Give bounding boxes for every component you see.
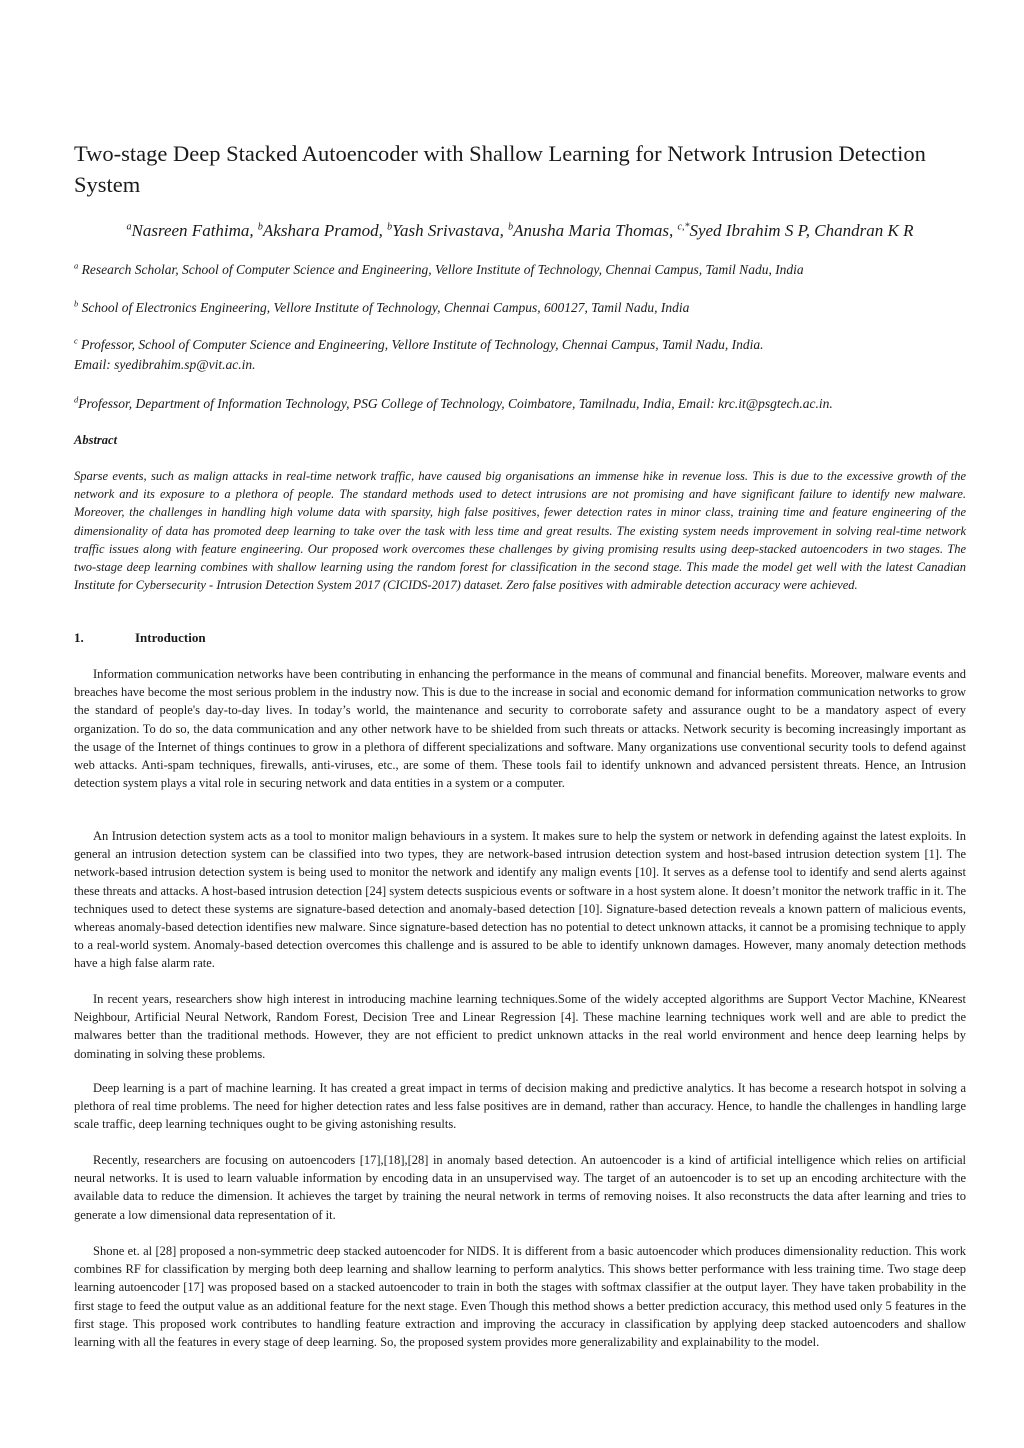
author-name: Nasreen Fathima, <box>131 221 258 240</box>
body-paragraph: Shone et. al [28] proposed a non-symmetric deep stacked autoencoder for NIDS. It is different from a basic autoencoder which produces dimensionality reduction. This work combines RF for classification by merging both deep learning and shallow learning to perform analytics. This shows better performance with less training time. Two stage deep learning autoencoder [17] was proposed based on a stacked autoencoder to train in both the stages with softmax classifier at the output layer. They have taken probability in the first stage to feed the output value as an additional feature for the next stage. Even Though this method shows a better prediction accuracy, this method used only 5 features in the first stage. This proposed work contributes to handling feature extraction and improving the accuracy in classification by applying deep stacked autoencoders and shallow learning with all the features in every stage of deep learning. So, the proposed system provides more generalizability and explainability to the model. <box>74 1244 966 1350</box>
body-paragraph: Recently, researchers are focusing on autoencoders [17],[18],[28] in anomaly based detection. An autoencoder is a kind of artificial intelligence which relies on artificial neural networks. It is used to learn valuable information by encoding data in an unsupervised way. The target of an autoencoder is to set up an encoding architecture with the available data to reduce the dimension. It achieves the target by training the neural network in terms of removing noises. It also reconstructs the data after learning and tries to generate a low dimensional data representation of it. <box>74 1153 966 1222</box>
author-name: Syed Ibrahim S P, Chandran K R <box>689 221 914 240</box>
affiliation-email: Email: syedibrahim.sp@vit.ac.in. <box>74 357 256 372</box>
author-sup: b <box>257 221 263 233</box>
author-name: Anusha Maria Thomas, <box>513 221 678 240</box>
body-paragraph: In recent years, researchers show high interest in introducing machine learning techniques.Some of the widely accepted algorithms are Support Vector Machine, KNearest Neighbour, Artificial Neural Network, Random Forest, Decision Tree and Linear Regression [4]. These machine learning techniques work well and are able to predict the malwares better than the traditional methods. However, they are not efficient to predict unknown attacks in the real world environment and hence deep learning helps by dominating in solving these problems. <box>74 992 966 1061</box>
affiliation-d <box>74 394 966 414</box>
body-paragraph: Deep learning is a part of machine learning. It has created a great impact in terms of decision making and predictive analytics. It has become a research hotspot in solving a plethora of real time problems. The need for higher detection rates and less false positives are in demand, rather than accuracy. Hence, to handle the challenges in handling large scale traffic, deep learning techniques ought to be giving astonishing results. <box>74 1081 966 1132</box>
body-paragraph: An Intrusion detection system acts as a tool to monitor malign behaviours in a system. It makes sure to help the system or network in defending against the latest exploits. In general an intrusion detection system can be classified into two types, they are network-based intrusion detection system and host-based intrusion detection system [1]. The network-based intrusion detection system is being used to monitor the network and identify any malign events [10]. It serves as a defense tool to identify and send alerts against these threats and attacks. A host-based intrusion detection [24] system detects suspicious events or software in a host system alone. It doesn’t monitor the network traffic in it. The techniques used to detect these systems are signature-based detection and anomaly-based detection [10]. Signature-based detection reveals a known pattern of malicious events, whereas anomaly-based detection identifies new malware. Since signature-based detection has no potential to detect unknown attacks, it cannot be a promising technique to apply to a real-world system. Anomaly-based detection overcomes this challenge and is assured to be able to identify unknown damages. However, many anomaly detection methods have a high false alarm rate. <box>74 829 966 971</box>
section-heading <box>74 629 206 647</box>
affiliation-text: Professor, Department of Information Technology, PSG College of Technology, Coimbatore, Tamilnadu, India, Email: krc.it@psgtech.ac.in. <box>78 396 833 411</box>
paper-title: Two-stage Deep Stacked Autoencoder with Shallow Learning for Network Intrusion Detection System <box>74 141 926 197</box>
author-name: Yash Srivastava, <box>392 221 509 240</box>
author-sup: b <box>508 221 514 233</box>
author-sup: b <box>387 221 393 233</box>
author-sup: a <box>126 221 132 233</box>
section-number: 1. <box>74 630 84 645</box>
abstract-heading: Abstract <box>74 433 118 447</box>
affiliation-sup: c <box>74 335 78 346</box>
author-list <box>74 218 966 244</box>
affiliation-a <box>74 260 966 280</box>
affiliation-sup: a <box>74 260 79 271</box>
affiliation-text: School of Electronics Engineering, Vellore Institute of Technology, Chennai Campus, 600127, Tamil Nadu, India <box>78 300 690 315</box>
affiliation-text: Research Scholar, School of Computer Science and Engineering, Vellore Institute of Technology, Chennai Campus, Tamil Nadu, India <box>78 262 804 277</box>
affiliation-text: Professor, School of Computer Science and Engineering, Vellore Institute of Technology, Chennai Campus, Tamil Nadu, India. <box>77 337 764 352</box>
affiliation-sup: b <box>74 298 79 309</box>
affiliation-c <box>74 335 966 375</box>
affiliation-sup: d <box>74 394 79 405</box>
author-sup: c,* <box>677 221 690 233</box>
abstract-text: Sparse events, such as malign attacks in real-time network traffic, have caused big organisations an immense hike in revenue loss. This is due to the excessive growth of the network and its exposure to a plethora of people. The standard methods used to detect intrusions are not promising and have significant failure to identify new malware. Moreover, the challenges in handling high volume data with sparsity, high false positives, fewer detection rates in minor class, training time and feature engineering of the dimensionality of data has promoted deep learning to take over the task with less time and great results. The existing system needs improvement in solving real-time network traffic issues along with feature engineering. Our proposed work overcomes these challenges by giving promising results using deep-stacked autoencoders in two stages. The two-stage deep learning combines with shallow learning using the random forest for classification in the second stage. This made the model get well with the latest Canadian Institute for Cybersecurity - Intrusion Detection System 2017 (CICIDS-2017) dataset. Zero false positives with admirable detection accuracy were achieved. <box>74 469 966 593</box>
author-name: Akshara Pramod, <box>262 221 388 240</box>
body-paragraph: Information communication networks have been contributing in enhancing the performance in the means of communal and financial benefits. Moreover, malware events and breaches have become the most serious problem in the industry now. This is due to the increase in social and economic demand for information communication networks to grow the standard of people's day-to-day lives. In today’s world, the maintenance and security to corroborate safety and assurance ought to be a mandatory aspect of every organization. To do so, the data communication and any other network have to be shielded from such threats or attacks. Network security is becoming increasingly important as the usage of the Internet of things continues to grow in a plethora of different specializations and software. Many organizations use conventional security tools to defend against web attacks. Anti-spam techniques, firewalls, anti-viruses, etc., are some of them. These tools fail to identify unknown and advanced persistent threats. Hence, an Intrusion detection system plays a vital role in securing network and data entities in a system or a computer. <box>74 667 966 791</box>
affiliation-b <box>74 298 966 318</box>
section-title: Introduction <box>135 630 206 645</box>
